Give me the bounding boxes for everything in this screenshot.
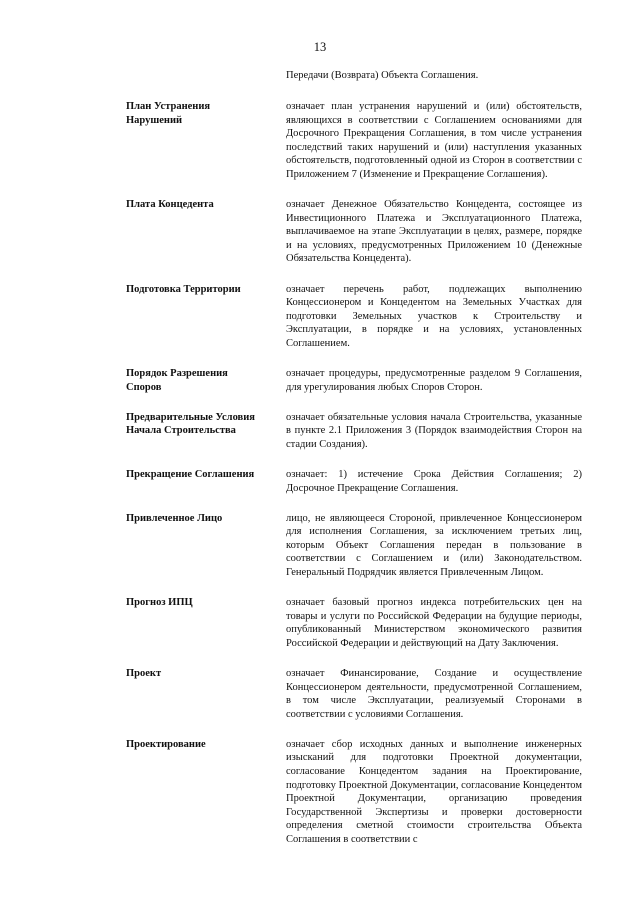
definition-text: лицо, не являющееся Стороной, привлеченное Концессионером для исполнения Соглашения, за исключением третьих лиц, которым Объект Соглашения передан в пользование в соответствии с Соглашением и (или) Законодательством. Генеральный Подрядчик является Привлеченным Лицом. [286,512,582,579]
term: Прогноз ИПЦ [126,597,193,609]
definition-entry [0,667,640,721]
definition-text: означает Финансирование, Создание и осуществление Концессионером деятельности, предусмотренной Соглашением, в том числе Эксплуатации, реализуемый Сторонами в соответствии с условиями Соглашения. [286,668,582,720]
definition-text: означает: 1) истечение Срока Действия Соглашения; 2) Досрочное Прекращение Соглашения. [286,468,582,494]
term: Подготовка Территории [126,283,241,295]
definition-entry [0,100,640,182]
term: Предварительные Условия Начала Строительства [126,411,255,437]
definition-text: означает перечень работ, подлежащих выполнению Концессионером и Концедентом на Земельных Участках для подготовки Земельных участков к Строительству и Эксплуатации, в порядке и на условиях, установленных Соглашением. [286,283,582,349]
definition-text: означает Денежное Обязательство Концедента, состоящее из Инвестиционного Платежа и Эксплуатационного Платежа, выплачиваемое на этапе Эксплуатации в целях, размере, порядке и на условиях, предусмотренных Приложением 10 (Денежные Обязательства Концедента). [286,199,582,265]
definition-entry [0,283,640,351]
definition-entry [0,468,640,495]
page-number: 13 [313,40,327,54]
term: Проектирование [126,738,206,750]
term: Прекращение Соглашения [126,468,255,480]
definition-text: означает обязательные условия начала Строительства, указанные в пункте 2.1 Приложения 3 (Порядок взаимодействия Сторон на стадии Создания). [286,411,582,450]
definition-entry [0,411,640,452]
term: Плата Концедента [126,199,214,211]
definition-entry [0,596,640,650]
definition-entry [0,198,640,266]
definition-entry [0,367,640,394]
definition-text: означает базовый прогноз индекса потребительских цен на товары и услуги по Российской Федерации на будущие периоды, опубликованный Министерством экономического развития Российской Федерации и действующий на Дату Заключения. [286,597,582,649]
term: Привлеченное Лицо [126,512,223,524]
definitions-list [0,100,640,863]
term: Порядок Разрешения Споров [126,368,228,393]
definition-text: означает сбор исходных данных и выполнение инженерных изысканий для подготовки Проектной документации, согласование Концедентом задания на Проектирование, подготовку Проектной Документации, согласование Концедентом Проектной Документации, организацию проведения Государственной Экспертизы и проверки достоверности определения сметной стоимости строительства Объекта Соглашения в соответствии с [286,738,582,846]
term: Проект [126,668,162,679]
term: План Устранения Нарушений [126,101,211,126]
definition-text: означает процедуры, предусмотренные разделом 9 Соглашения, для урегулирования любых Споров Сторон. [286,368,582,393]
continuation-text: Передачи (Возврата) Объекта Соглашения. [286,70,479,81]
definition-entry [0,738,640,847]
definition-entry [0,512,640,580]
definition-text: означает план устранения нарушений и (или) обстоятельств, являющихся в соответствии с Соглашением основаниями для Досрочного Прекращения Соглашения, в том числе устранения последствий таких нарушений и (или) наступления указанных обстоятельств, подготовленный одной из Сторон в соответствии с Приложением 7 (Изменение и Прекращение Соглашения). [286,101,582,180]
